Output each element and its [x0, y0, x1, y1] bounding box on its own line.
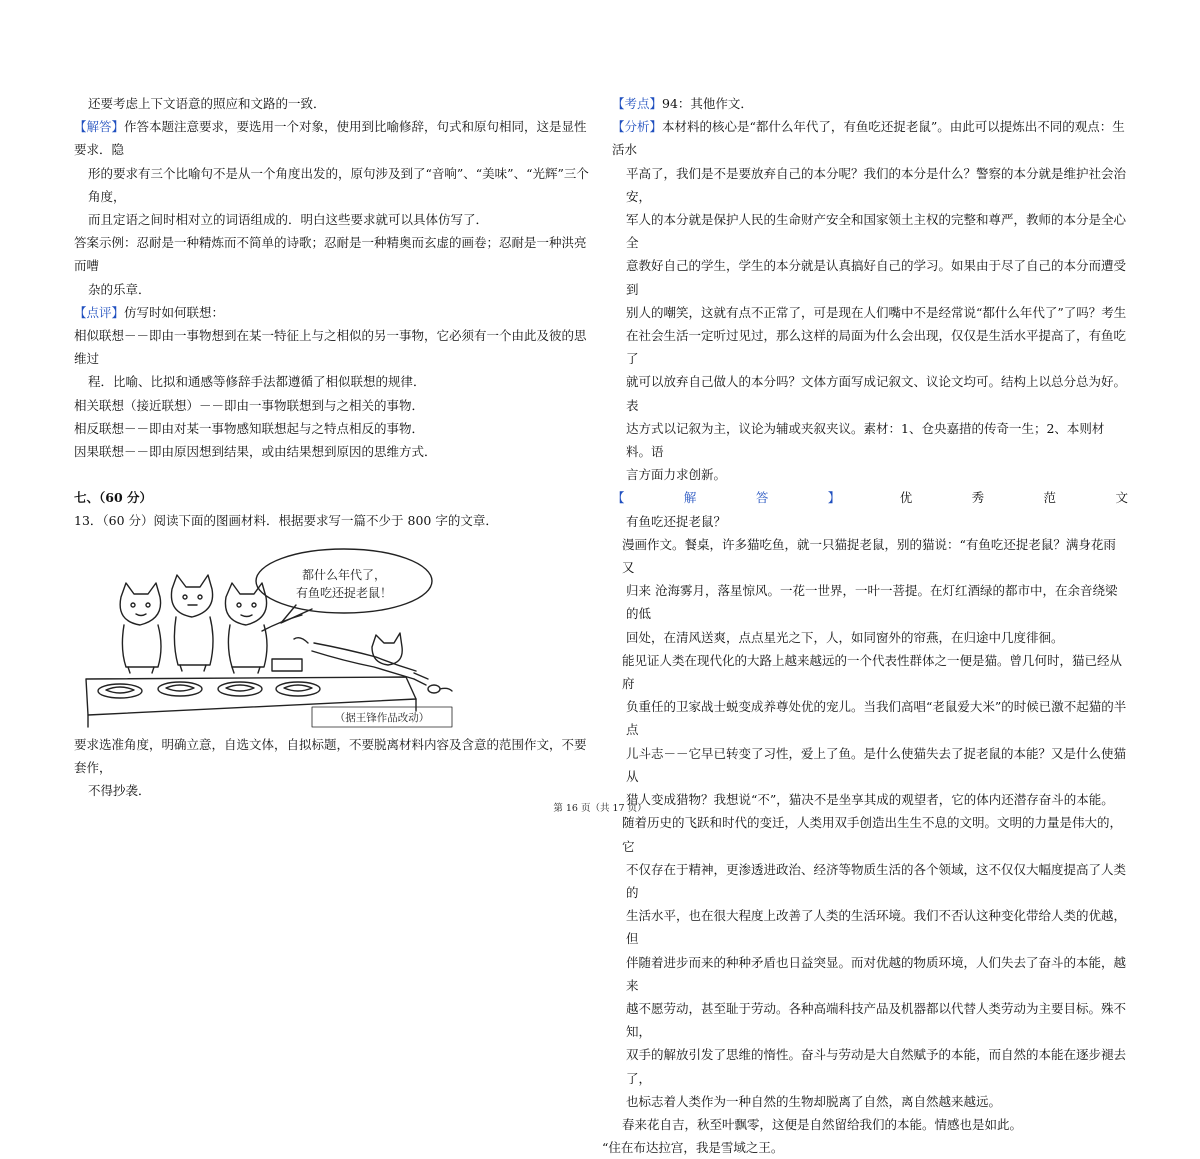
cartoon-illustration: [76, 539, 456, 729]
fenxi-tag: 【分析】: [612, 119, 663, 135]
assoc-cause: 因果联想－－即由原因想到结果，或由结果想到原因的思维方式．: [74, 444, 437, 460]
kaodian-paragraph: 【考点】94：其他作文．: [612, 96, 753, 111]
essay-para-5: “住在布达拉宫，我是雪域之王。: [602, 1140, 784, 1156]
question-13: 13．（60 分）阅读下面的图画材料．根据要求写一篇不少于 800 字的文章．: [74, 513, 498, 529]
dianping-tag: 【点评】: [74, 304, 125, 320]
kaodian-tag: 【考点】: [612, 96, 663, 111]
assoc-similar: 相似联想－－即由一事物想到在某一特征上与之相似的另一事物，它必须有一个由此及彼的思维过: [74, 328, 587, 367]
jieda-heading-row: 【 解 答 】 优 秀 范 文: [612, 490, 1128, 506]
intro-line: 还要考虑上下文语意的照应和文路的一致．: [88, 96, 326, 111]
fenxi-paragraph: 【分析】本材料的核心是“都什么年代了，有鱼吃还捉老鼠”。由此可以提炼出不同的观点：生活水: [612, 119, 1125, 158]
bubble-line-1: 都什么年代了，: [301, 567, 387, 582]
jieda-tag: 【解答】: [74, 119, 125, 135]
left-column: 还要考虑上下文语意的照应和文路的一致． 【解答】作答本题注意要求，要选用一个对象，使用到比喻修辞，句式和原句相同，这是显性要求．隐 形的要求有三个比喻句不是从一个角度出发的，原句涉及到了“音响”、“美味”、“光辉”三个角度， 而且定语之间时相对立的词语组成的．明白这些要求就可以具体仿写了． 答案示例：忍耐是一种精炼而不简单的诗歌；忍耐是一种精奥而玄虚的画卷；忍耐是一种洪亮而嘈 杂的乐章． 【点评】仿写时如何联想： 相似联想－－即由一事物想到在某一特征上与之相似的另一事物，它必须有一个由此及彼的思维过 程．比喻、比拟和通感等修辞手法都遵循了相似联想的规律． 相关联想（接近联想）－－即由一事物联想到与之相关的事物． 相反联想－－即由对某一事物感知联想起与之特点相反的事物． 因果联想－－即由原因想到结果，或由结果想到原因的思维方式． 七、（60 分） 13．（60 分）阅读下面的图画材料．根据要求写一篇不少于 800 字的文章． 都什么年代了， 有鱼吃还捉老鼠！ （据王锋作品改动） 要求选准角度，明确立意，自选文体，自拟标题，不要脱离材料内容及含意的范围作文，不要套作， 不得抄袭．: [74, 92, 594, 802]
jieda-paragraph: 【解答】作答本题注意要求，要选用一个对象，使用到比喻修辞，句式和原句相同，这是显性要求．隐: [74, 119, 587, 158]
assoc-opposite: 相反联想－－即由对某一事物感知联想起与之特点相反的事物．: [74, 420, 425, 436]
right-column: 【考点】94：其他作文． 【分析】本材料的核心是“都什么年代了，有鱼吃还捉老鼠”。由此可以提炼出不同的观点：生活水 平高了，我们是不是要放弃自己的本分呢？我们的本分是什么？警察的本分就是维护社会治安， 军人的本分就是保护人民的生命财产安全和国家领土主权的完整和尊严，教师的本分是全心全 意教好自己的学生，学生的本分就是认真搞好自己的学习。如果由于尽了自己的本分而遭受到 别人的嘲笑，这就有点不正常了，可是现在人们嘴中不是经常说“都什么年代了”了吗？考生 在社会生活一定听过见过，那么这样的局面为什么会出现，仅仅是生活水平提高了，有鱼吃了 就可以放弃自己做人的本分吗？文体方面写成记叙文、议论文均可。结构上以总分总为好。表 达方式以记叙为主，议论为辅或夹叙夹议。素材：1、仓央嘉措的传奇一生；2、本则材料。语 言方面力求创新。 【 解 答 】 优 秀 范 文 有鱼吃还捉老鼠？ 漫画作文。餐桌，许多猫吃鱼，就一只猫捉老鼠，别的猫说：“有鱼吃还捉老鼠？满身花雨又 归来 沧海雾月，落星惊风。一花一世界，一叶一菩提。在灯红酒绿的都市中，在余音绕梁的低 回处，在清风送爽，点点星光之下，人，如同窗外的帘燕，在归途中几度徘徊。 能见证人类在现代化的大路上越来越远的一个代表性群体之一便是猫。曾几何时，猫已经从府 负重任的卫家战士蜕变成养尊处优的宠儿。当我们高唱“老鼠爱大米”的时候已激不起猫的半点 儿斗志－－它早已转变了习性，爱上了鱼。是什么使猫失去了捉老鼠的本能？又是什么使猫从 猎人变成猎物？我想说“不”，猫决不是坐享其成的观望者，它的体内还潜存奋斗的本能。 随着历史的飞跃和时代的变迁，人类用双手创造出生生不息的文明。文明的力量是伟大的，它 不仅存在于精神，更渗透进政治、经济等物质生活的各个领域，这不仅仅大幅度提高了人类的 生活水平，也在很大程度上改善了人类的生活环境。我们不否认这种变化带给人类的优越，但 伴随着进步而来的种种矛盾也日益突显。而对优越的物质环境，人们失去了奋斗的本能，越来 越不愿劳动，甚至耻于劳动。各种高端科技产品及机器都以代替人类劳动为主要目标。殊不知， 双手的解放引发了思维的惰性。奋斗与劳动是大自然赋予的本能，而自然的本能在逐步褪去了， 也标志着人类作为一种自然的生物却脱离了自然，离自然越来越远。 春来花自吉，秋至叶飘零，这便是自然留给我们的本能。情感也是如此。 “住在布达拉宫，我是雪域之王。: [612, 92, 1128, 1159]
essay-title: 有鱼吃还捉老鼠？: [626, 513, 727, 529]
essay-para-4: 春来花自吉，秋至叶飘零，这便是自然留给我们的本能。情感也是如此。: [622, 1116, 1023, 1132]
page-footer: 第 16 页（共 17 页）: [553, 803, 647, 814]
cartoon-drawing: [76, 539, 456, 729]
section-title: 七、（60 分）: [74, 490, 152, 506]
requirement-text: 要求选准角度，明确立意，自选文体，自拟标题，不要脱离材料内容及含意的范围作文，不要套作，: [74, 736, 587, 775]
bubble-line-2: 有鱼吃还捉老鼠！: [295, 585, 393, 600]
dianping-paragraph: 【点评】仿写时如何联想：: [74, 304, 225, 320]
essay-para-1: 漫画作文。餐桌，许多猫吃鱼，就一只猫捉老鼠，别的猫说：“有鱼吃还捉老鼠？满身花雨又: [622, 536, 1116, 576]
answer-example: 答案示例：忍耐是一种精炼而不简单的诗歌；忍耐是一种精奥而玄虚的画卷；忍耐是一种洪亮而嘈: [74, 235, 587, 274]
assoc-related: 相关联想（接近联想）－－即由一事物联想到与之相关的事物．: [74, 397, 425, 413]
essay-para-3: 随着历史的飞跃和时代的变迁，人类用双手创造出生生不息的文明。文明的力量是伟大的，它: [622, 815, 1123, 854]
essay-para-2: 能见证人类在现代化的大路上越来越远的一个代表性群体之一便是猫。曾几何时，猫已经从府: [622, 652, 1123, 692]
cartoon-caption: （据王锋作品改动）: [334, 711, 430, 724]
